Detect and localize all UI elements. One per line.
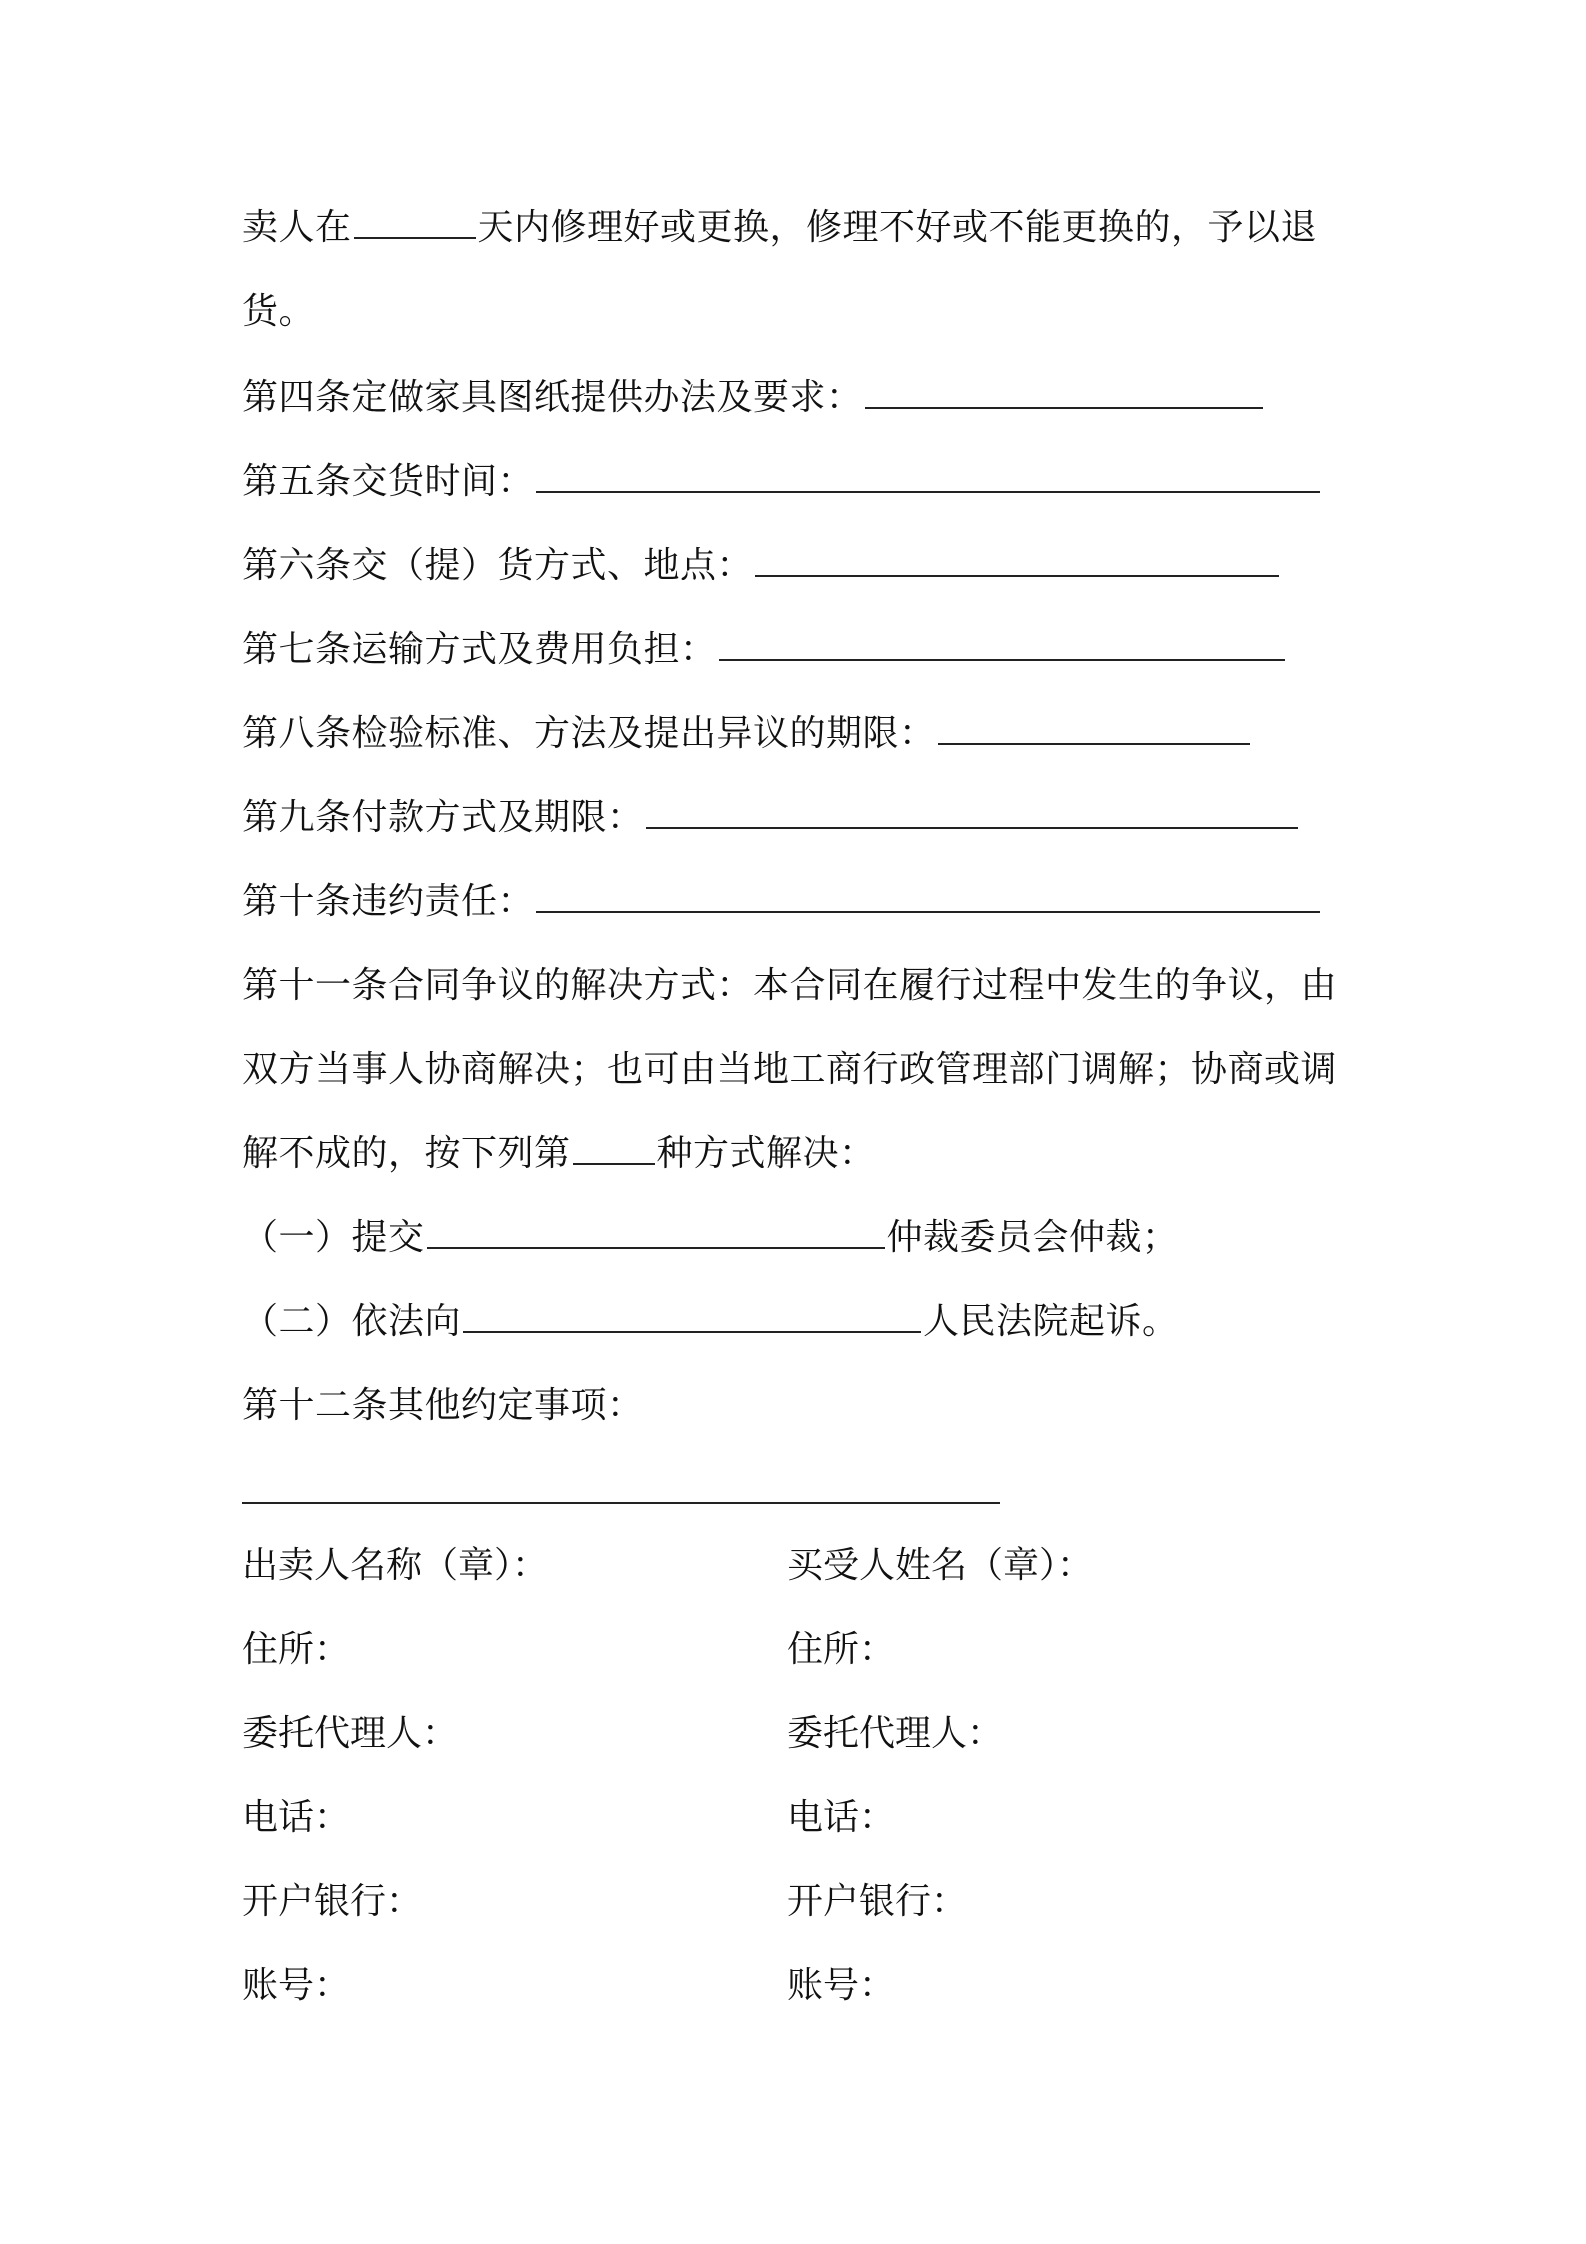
clause-11-line-2 — [242, 1046, 1337, 1094]
clause-10-blank — [536, 881, 1320, 913]
clause-8-label: 第八条检验标准、方法及提出异议的期限： — [242, 713, 936, 754]
clause-3-tail-line — [242, 204, 1317, 252]
seller-address-label: 住所： — [242, 1629, 351, 1670]
clause-11-line-3 — [242, 1130, 876, 1178]
clause-5-blank — [536, 461, 1320, 493]
clause-11-text-1: 第十一条合同争议的解决方式：本合同在履行过程中发生的争议，由 — [242, 965, 1338, 1006]
buyer-phone-label: 电话： — [787, 1797, 896, 1838]
option-2-suffix: 人民法院起诉。 — [923, 1301, 1179, 1342]
clause-12 — [242, 1382, 644, 1430]
option-1-prefix: （一）提交 — [242, 1217, 425, 1258]
clause-9-label: 第九条付款方式及期限： — [242, 797, 644, 838]
clause-6 — [242, 542, 1281, 590]
option-2 — [242, 1298, 1179, 1346]
clause-8 — [242, 710, 1252, 758]
clause-11-text-3b: 种方式解决： — [656, 1133, 876, 1174]
clause-9-blank — [646, 797, 1298, 829]
option-1-suffix: 仲裁委员会仲裁； — [886, 1217, 1179, 1258]
clause-3-tail-end-text: 货。 — [242, 291, 316, 332]
clause-11-text-3a: 解不成的，按下列第 — [242, 1133, 571, 1174]
buyer-agent-label: 委托代理人： — [787, 1713, 1004, 1754]
method-number-blank — [573, 1133, 655, 1165]
clause-5 — [242, 458, 1322, 506]
arbitration-commission-blank — [427, 1217, 885, 1249]
clause-5-label: 第五条交货时间： — [242, 461, 535, 502]
clause-7 — [242, 626, 1287, 674]
clause-4-label: 第四条定做家具图纸提供办法及要求： — [242, 377, 863, 418]
court-blank — [463, 1301, 921, 1333]
clause-9 — [242, 794, 1300, 842]
clause-4-blank — [865, 377, 1263, 409]
buyer-bank-label: 开户银行： — [787, 1881, 968, 1922]
clause-3-tail-mid: 天内修理好或更换，修理不好或不能更换的，予以退 — [477, 207, 1318, 248]
clause-6-label: 第六条交（提）货方式、地点： — [242, 545, 754, 586]
clause-8-blank — [938, 713, 1250, 745]
other-terms-blank-line — [242, 1502, 1000, 1504]
buyer-account-label: 账号： — [787, 1965, 896, 2006]
clause-3-tail-end — [242, 288, 315, 336]
clause-12-label: 第十二条其他约定事项： — [242, 1385, 644, 1426]
clause-11-text-2: 双方当事人协商解决；也可由当地工商行政管理部门调解；协商或调 — [242, 1049, 1338, 1090]
seller-agent-label: 委托代理人： — [242, 1713, 459, 1754]
clause-11-line-1 — [242, 962, 1337, 1010]
clause-6-blank — [755, 545, 1279, 577]
buyer-name-label: 买受人姓名（章）： — [787, 1545, 1094, 1586]
seller-phone-label: 电话： — [242, 1797, 351, 1838]
clause-4 — [242, 374, 1265, 422]
clause-7-blank — [719, 629, 1285, 661]
clause-7-label: 第七条运输方式及费用负担： — [242, 629, 717, 670]
buyer-address-label: 住所： — [787, 1629, 896, 1670]
clause-10-label: 第十条违约责任： — [242, 881, 535, 922]
clause-10 — [242, 878, 1322, 926]
option-1 — [242, 1214, 1179, 1262]
seller-account-label: 账号： — [242, 1965, 351, 2006]
option-2-prefix: （二）依法向 — [242, 1301, 462, 1342]
seller-name-label: 出卖人名称（章）： — [242, 1545, 549, 1586]
days-blank — [354, 207, 476, 239]
clause-3-tail-prefix: 卖人在 — [242, 207, 352, 248]
seller-bank-label: 开户银行： — [242, 1881, 423, 1922]
